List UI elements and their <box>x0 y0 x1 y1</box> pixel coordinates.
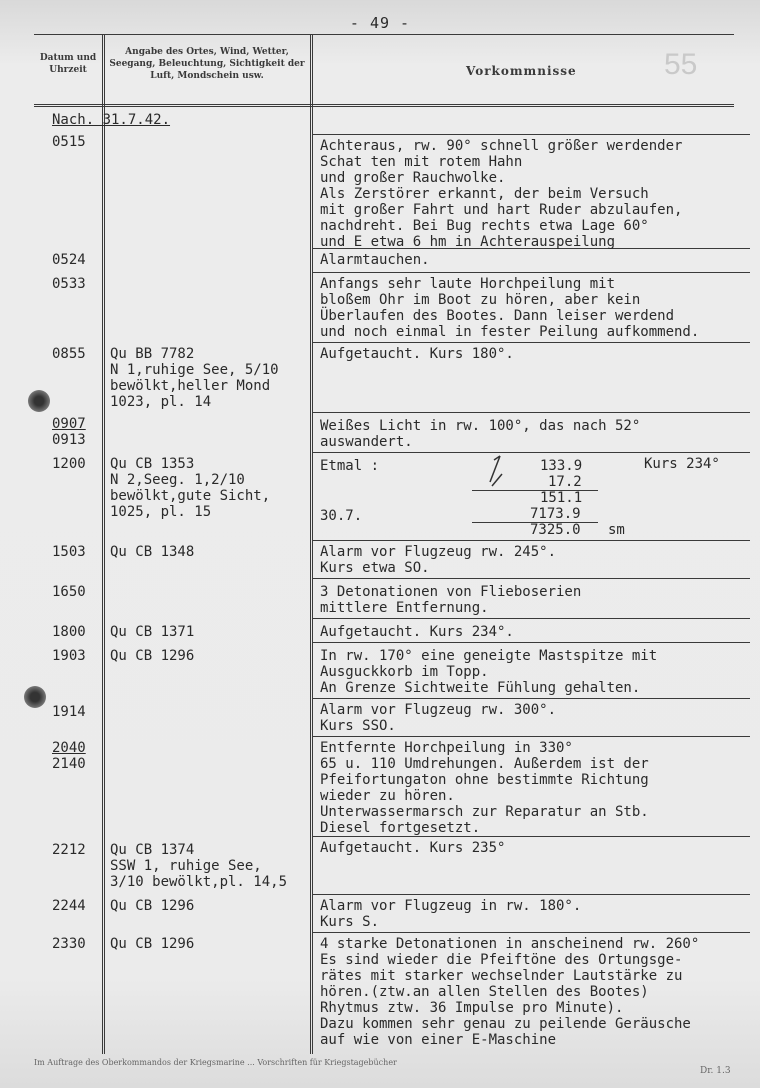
footer-note: Im Auftrage des Oberkommandos der Kriegsmarine ... Vorschriften für Kriegstagebücher <box>34 1058 397 1067</box>
entry-position: Qu CB 1353 N 2,Seeg. 1,2/10 bewölkt,gute Sicht, 1025, pl. 15 <box>110 456 271 520</box>
column-divider-2 <box>310 34 311 1054</box>
entry-time: 1903 <box>52 648 86 664</box>
entry-event: Alarm vor Flugzeug rw. 300°. Kurs SSO. <box>320 702 557 734</box>
log-date: Nach. 31.7.42. <box>52 112 171 128</box>
etmal-value-3: 151.1 <box>540 490 583 506</box>
row-divider <box>312 342 750 343</box>
header-bottom-border <box>34 104 734 105</box>
entry-time-start: 2040 <box>52 740 86 756</box>
entry-position: Qu CB 1296 <box>110 936 195 952</box>
entry-event: Aufgetaucht. Kurs 180°. <box>320 346 514 362</box>
row-divider <box>312 540 750 541</box>
entry-time: 1200 <box>52 456 86 472</box>
row-divider <box>312 894 750 895</box>
entry-event: Achteraus, rw. 90° schnell größer werdender Schat ten mit rotem Hahn und großer Rauchwolke. Als Zerstörer erkannt, der beim Versuch mit großer Fahrt und hart Ruder abzulaufen, nachdreht. Bei Bug rechts etwa Lage 60° und E etwa 6 hm in Achterauspeilung <box>320 138 683 250</box>
entry-event: 4 starke Detonationen in anscheinend rw. 260° Es sind wieder die Pfeiftöne des Ortungsge- rätes mit starker wechselnder Lautstärke zu hören.(ztw.an allen Stellen des Bootes) Rhytmus ztw. 36 Impulse pro Minute). Dazu kommen sehr genau zu peilende Geräusche auf wie von einer E-Maschine <box>320 936 700 1048</box>
header-events: Vorkommnisse <box>466 64 577 78</box>
entry-position: Qu CB 1296 <box>110 648 195 664</box>
entry-event: Anfangs sehr laute Horchpeilung mit bloßem Ohr im Boot zu hören, aber kein Überlaufen des Bootes. Dann leiser werdend und noch einmal in fester Peilung aufkommend. <box>320 276 700 340</box>
etmal-arrow-icon <box>482 452 512 492</box>
row-divider <box>312 698 750 699</box>
entry-time: 1800 <box>52 624 86 640</box>
entry-time-end: 2140 <box>52 756 86 772</box>
footer-form-number: Dr. 1.3 <box>700 1066 731 1076</box>
entry-event: Weißes Licht in rw. 100°, das nach 52° auswandert. <box>320 418 641 450</box>
header-date-time: Datum und Uhrzeit <box>39 53 97 75</box>
etmal-value-1: 133.9 <box>540 458 583 474</box>
entry-event: Alarm vor Flugzeug in rw. 180°. Kurs S. <box>320 898 582 930</box>
entry-position: Qu CB 1374 SSW 1, ruhige See, 3/10 bewölkt,pl. 14,5 <box>110 842 288 890</box>
row-divider <box>312 578 750 579</box>
etmal-value-4: 7173.9 <box>530 506 581 522</box>
column-divider-1b <box>104 34 105 1054</box>
entry-event: Aufgetaucht. Kurs 235° <box>320 840 506 856</box>
table-top-border <box>34 34 734 35</box>
entry-time: 1650 <box>52 584 86 600</box>
page-number: - 49 - <box>349 14 411 32</box>
entry-event: Entfernte Horchpeilung in 330° 65 u. 110 Umdrehungen. Außerdem ist der Pfeifortungaton ohne bestimmte Richtung wieder zu hören. Unterwassermarsch zur Reparatur an Stb. Diesel fortgesetzt. <box>320 740 649 836</box>
entry-position: Qu CB 1296 <box>110 898 195 914</box>
row-divider <box>312 736 750 737</box>
entry-event: 3 Detonationen von Flieboserien mittlere Entfernung. <box>320 584 582 616</box>
column-divider-1 <box>102 34 103 1054</box>
column-divider-2b <box>312 34 313 1054</box>
date-line <box>52 112 170 128</box>
entry-time: 0533 <box>52 276 86 292</box>
entry-position: Qu CB 1371 <box>110 624 195 640</box>
row-divider <box>312 642 750 643</box>
entry-time: 1503 <box>52 544 86 560</box>
row-divider <box>312 932 750 933</box>
entry-event: Aufgetaucht. Kurs 234°. <box>320 624 514 640</box>
entry-time: 2244 <box>52 898 86 914</box>
entry-time: 1914 <box>52 704 86 720</box>
etmal-date: 30.7. <box>320 508 363 524</box>
etmal-value-5: 7325.0 <box>530 522 581 538</box>
header-position-weather: Angabe des Ortes, Wind, Wetter, Seegang, Beleuchtung, Sichtigkeit der Luft, Mondschein usw. <box>109 47 305 81</box>
entry-time-start: 0907 <box>52 416 86 432</box>
etmal-value-2: 17.2 <box>548 474 582 490</box>
entry-event: Alarm vor Flugzeug rw. 245°. Kurs etwa SO. <box>320 544 557 576</box>
entry-position: Qu BB 7782 N 1,ruhige See, 5/10 bewölkt,heller Mond 1023, pl. 14 <box>110 346 279 410</box>
entry-position: Qu CB 1348 <box>110 544 195 560</box>
row-divider <box>312 836 750 837</box>
row-divider <box>312 412 750 413</box>
row-divider <box>312 134 750 135</box>
row-divider <box>312 618 750 619</box>
row-divider <box>312 272 750 273</box>
punch-hole <box>24 686 46 708</box>
entry-time: 2212 <box>52 842 86 858</box>
entry-time: 0515 <box>52 134 86 150</box>
header-bottom-border-2 <box>34 106 734 107</box>
etmal-course: Kurs 234° <box>644 456 720 472</box>
entry-time: 0524 <box>52 252 86 268</box>
entry-time-end: 0913 <box>52 432 86 448</box>
entry-event: In rw. 170° eine geneigte Mastspitze mit Ausguckkorb im Topp. An Grenze Sichtweite Fühlung gehalten. <box>320 648 658 696</box>
punch-hole <box>28 390 50 412</box>
entry-time-range <box>52 416 98 448</box>
entry-time: 0855 <box>52 346 86 362</box>
etmal-label: Etmal : <box>320 458 380 474</box>
stamp-number: 55 <box>664 48 698 81</box>
entry-time-range <box>52 740 98 772</box>
entry-event: Alarmtauchen. <box>320 252 430 268</box>
row-divider <box>312 452 750 453</box>
etmal-unit: sm <box>608 522 625 538</box>
entry-time: 2330 <box>52 936 86 952</box>
